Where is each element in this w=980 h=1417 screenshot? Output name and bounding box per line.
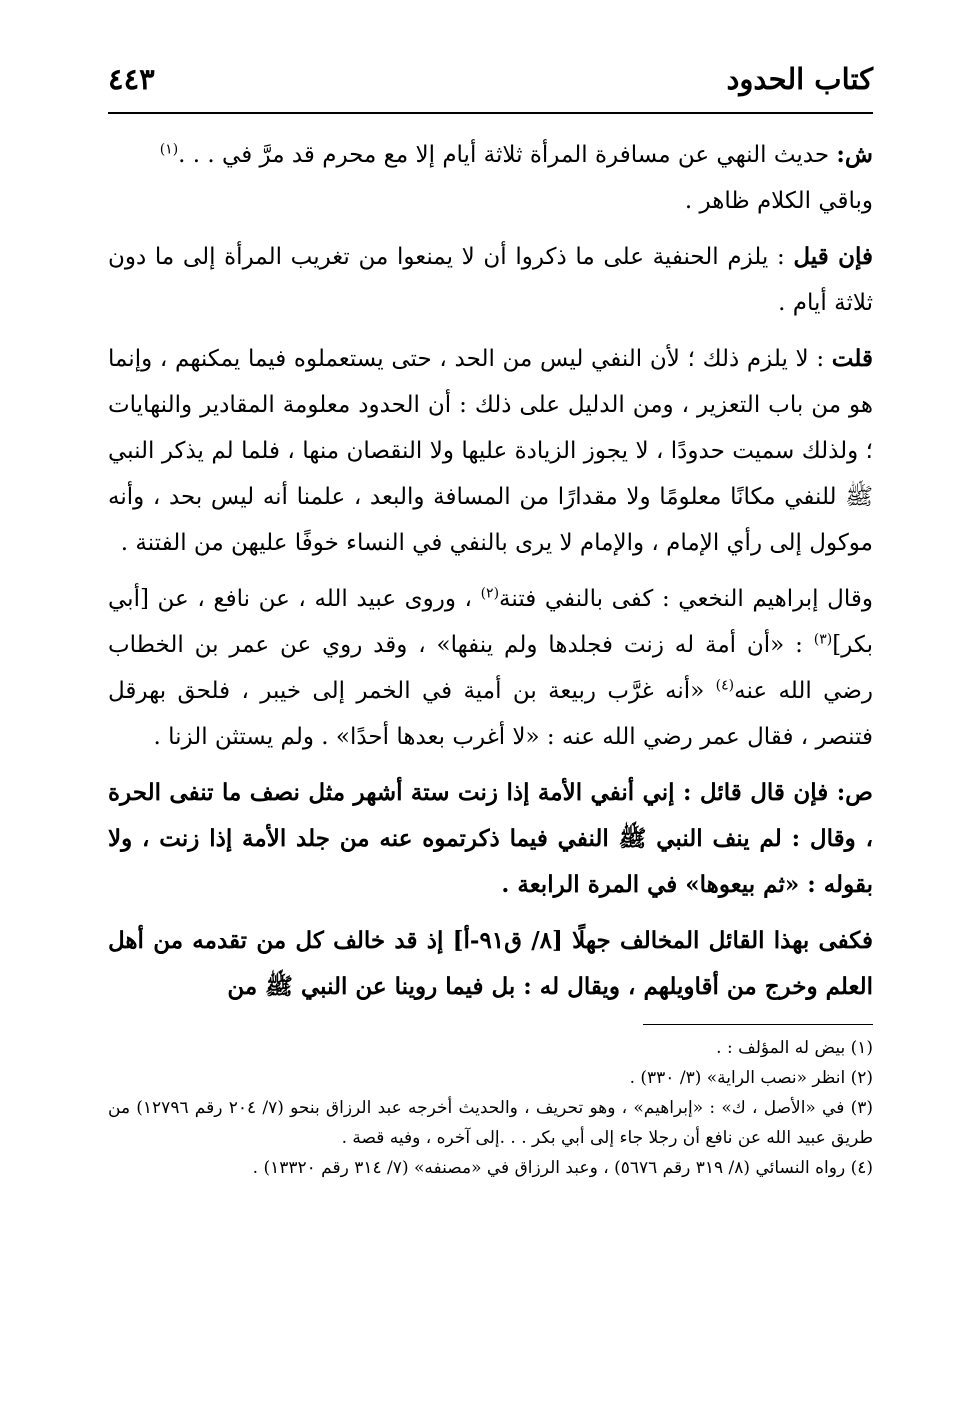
paragraph-text: : لا يلزم ذلك ؛ لأن النفي ليس من الحد ، حتى يستعملوه فيما يمكنهم ، وإنما هو من باب التعزير ، ومن الدليل على ذلك : أن الحدود معلومة المقادير والنهايات ؛ ولذلك سميت حدودًا ، لا يجوز الزيادة عليها ولا النقصان منها ، فلما لم يذكر النبي ﷺ للنفي مكانًا معلومًا ولا مقدارًا من المسافة والبعد ، علمنا أنه ليس بحد ، وأنه موكول إلى رأي الإمام ، والإمام لا يرى بالنفي في النساء خوفًا عليهن من الفتنة .	[108, 346, 873, 556]
paragraph-text: ص: فإن قال قائل : إني أنفي الأمة إذا زنت ستة أشهر مثل نصف ما تنفى الحرة ، وقال : لم ينف النبي ﷺ النفي فيما ذكرتموه عنه من جلد الأمة إذا زنت ، ولا بقوله : «ثم بيعوها» في المرة الرابعة .	[108, 779, 873, 898]
paragraph-text: وقال إبراهيم النخعي : كفى بالنفي فتنة	[499, 586, 873, 612]
footnotes	[108, 1033, 873, 1183]
main-text	[108, 132, 873, 1010]
chapter-title: كتاب الحدود	[726, 62, 873, 96]
paragraph-narrations	[108, 576, 873, 760]
paragraph-text: : يلزم الحنفية على ما ذكروا أن لا يمنعوا من تغريب المرأة إلى ما دون ثلاثة أيام .	[108, 244, 873, 316]
book-page	[108, 62, 873, 1183]
footnote-4: (٤) رواه النسائي (٨/ ٣١٩ رقم ٥٦٧٦) ، وعبد الرزاق في «مصنفه» (٧/ ٣١٤ رقم ١٣٣٢٠) .	[252, 1158, 873, 1178]
paragraph-text: : «أن أمة له زنت فجلدها ولم ينفها» ، وقد روي عن عمر بن الخطاب رضي الله عنه	[108, 632, 873, 704]
footnote-1: (١) بيض له المؤلف : .	[716, 1038, 873, 1058]
paragraph-sharh-intro	[108, 132, 873, 224]
paragraph-text: ، وروى عبيد الله ، عن نافع ، عن [أبي بكر]	[108, 586, 873, 658]
footnote-ref: (٤)	[715, 677, 735, 694]
running-header	[108, 62, 873, 114]
footnote-3: (٣) في «الأصل ، ك» : «إبراهيم» ، وهو تحريف ، والحديث أخرجه عبد الرزاق بنحو (٧/ ٢٠٤ رقم ١٢٧٩٦) من طريق عبيد الله عن نافع أن رجلا جاء إلى أبي بكر . . .إلى آخره ، وفيه قصة .	[108, 1098, 874, 1148]
paragraph-reply	[108, 336, 873, 566]
paragraph-text: فكفى بهذا القائل المخالف جهلًا [٨/ ق٩١-أ] إذ قد خالف كل من تقدمه من أهل العلم وخرج من أقاويلهم ، ويقال له : بل فيما روينا عن النبي ﷺ من	[108, 927, 873, 1000]
paragraph-objection	[108, 234, 873, 326]
footnote-separator	[643, 1024, 873, 1025]
reply-marker: قلت	[831, 345, 873, 372]
sharh-marker: ش:	[836, 141, 873, 168]
paragraph-text: حديث النهي عن مسافرة المرأة ثلاثة أيام إلا مع محرم قد مرَّ في . . .	[178, 142, 837, 168]
paragraph-text: «أنه غرَّب ربيعة بن أمية في الخمر إلى خيبر ، فلحق بهرقل فتنصر ، فقال عمر رضي الله عنه : «لا أغرب بعدها أحدًا» . ولم يستثن الزنا .	[108, 678, 873, 750]
footnote-ref: (٣)	[813, 631, 833, 648]
footnote-2: (٢) انظر «نصب الراية» (٣/ ٣٣٠) .	[629, 1068, 873, 1088]
paragraph-matn	[108, 770, 873, 908]
paragraph-text: وباقي الكلام ظاهر .	[684, 188, 873, 214]
footnote-ref: (٢)	[480, 585, 500, 602]
footnote-ref: (١)	[159, 141, 179, 158]
paragraph-matn-continued	[108, 918, 873, 1010]
objection-marker: فإن قيل	[793, 243, 873, 270]
page-number: ٤٤٣	[108, 62, 155, 96]
